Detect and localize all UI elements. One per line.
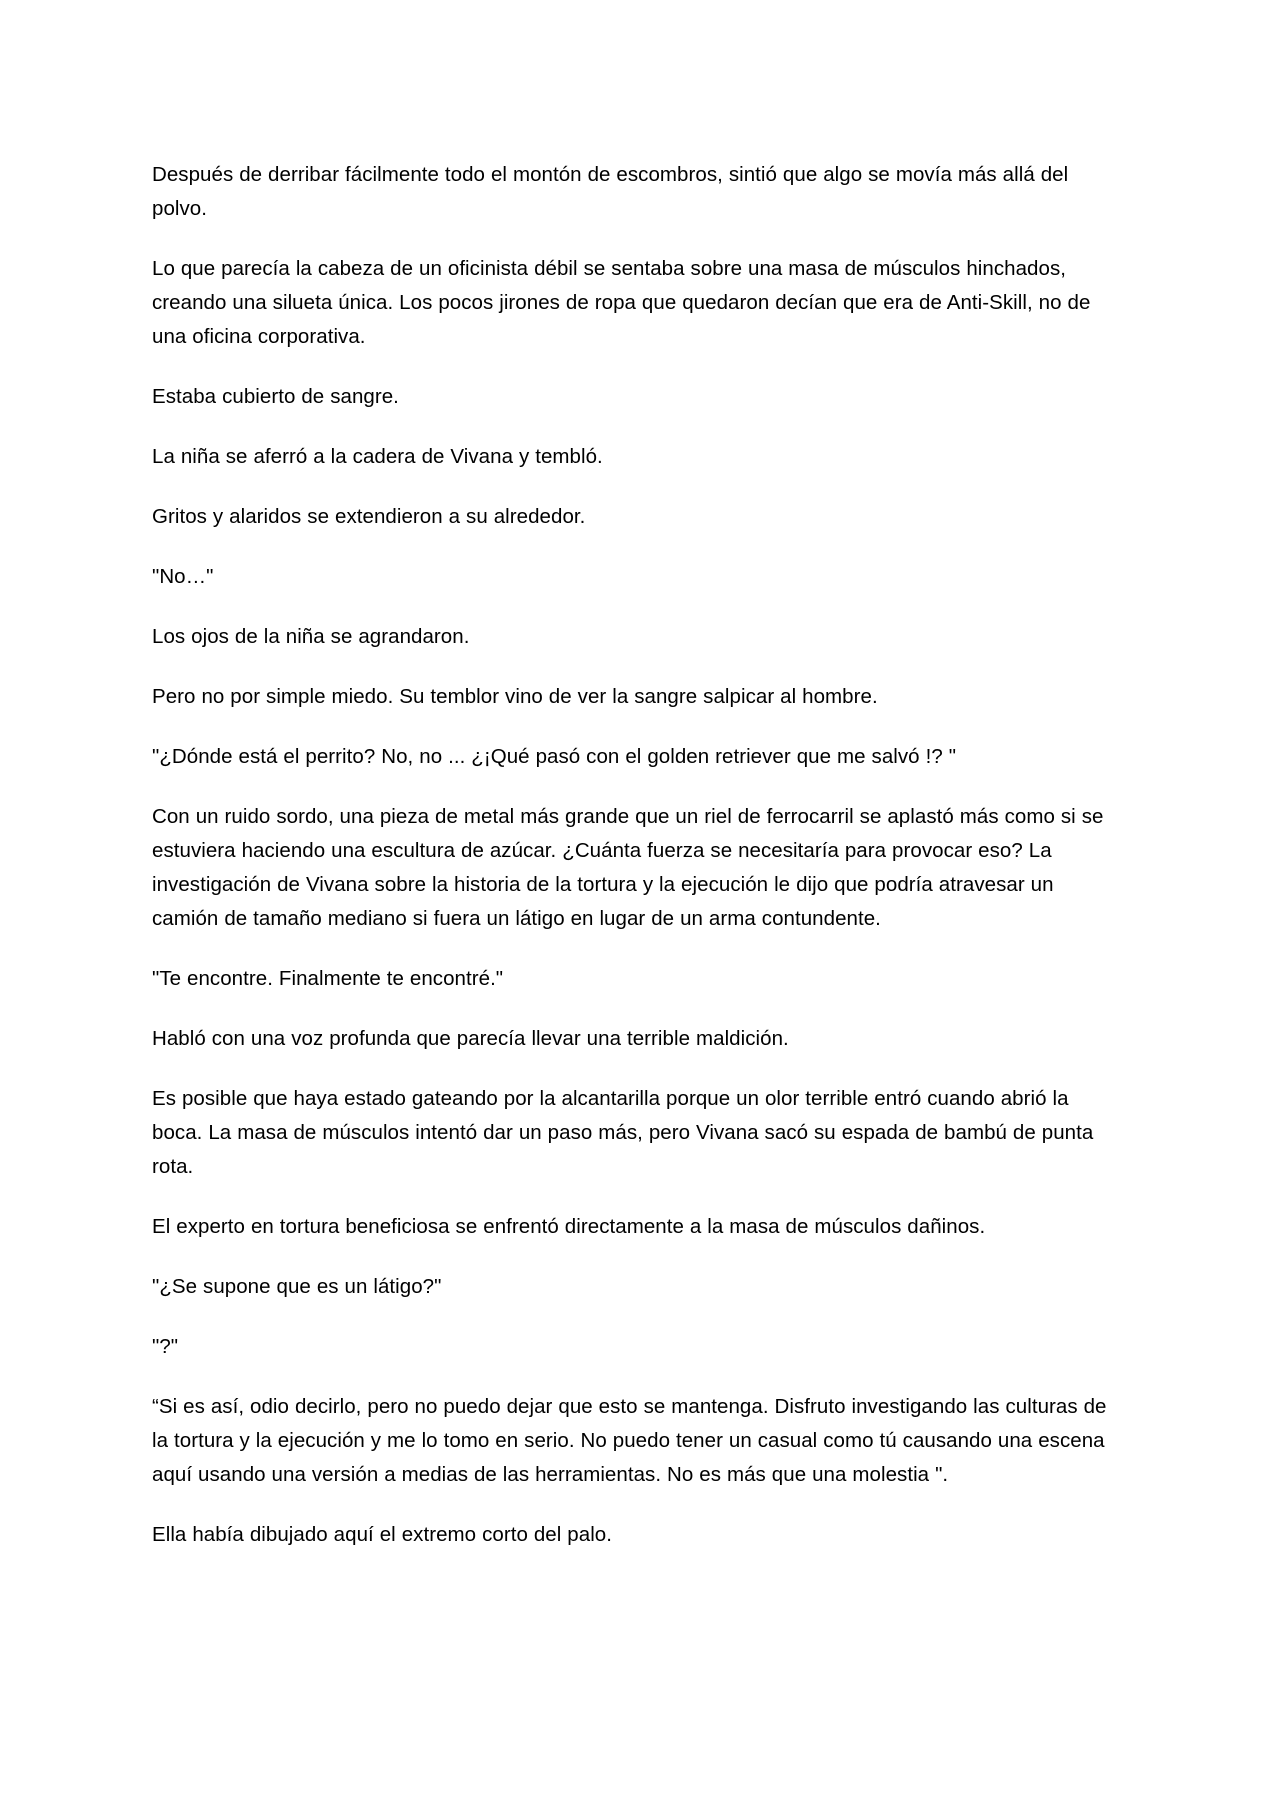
paragraph: “Si es así, odio decirlo, pero no puedo dejar que esto se mantenga. Disfruto investigando las culturas de la tortura y la ejecución y me lo tomo en serio. No puedo tener un casual como tú causando una escena aquí usando una versión a medias de las herramientas. No es más que una molestia ". [152,1395,1107,1486]
paragraph: "?" [152,1335,179,1358]
paragraph: El experto en tortura beneficiosa se enfrentó directamente a la masa de músculos dañinos. [152,1215,986,1238]
paragraph: "No…" [152,565,214,588]
paragraph: Gritos y alaridos se extendieron a su alrededor. [152,505,586,528]
paragraph: Pero no por simple miedo. Su temblor vino de ver la sangre salpicar al hombre. [152,685,878,708]
paragraph: "¿Se supone que es un látigo?" [152,1275,442,1298]
paragraph: Es posible que haya estado gateando por la alcantarilla porque un olor terrible entró cuando abrió la boca. La masa de músculos intentó dar un paso más, pero Vivana sacó su espada de bambú de punta rota. [152,1087,1094,1178]
paragraph: "Te encontre. Finalmente te encontré." [152,967,504,990]
paragraph: Los ojos de la niña se agrandaron. [152,625,470,648]
paragraph: "¿Dónde está el perrito? No, no ... ¿¡Qué pasó con el golden retriever que me salvó !? " [152,745,957,768]
paragraph: Con un ruido sordo, una pieza de metal más grande que un riel de ferrocarril se aplastó más como si se estuviera haciendo una escultura de azúcar. ¿Cuánta fuerza se necesitaría para provocar eso? La investigación de Vivana sobre la historia de la tortura y la ejecución le dijo que podría atravesar un camión de tamaño mediano si fuera un látigo en lugar de un arma contundente. [152,805,1104,930]
paragraph: Lo que parecía la cabeza de un oficinista débil se sentaba sobre una masa de músculos hinchados, creando una silueta única. Los pocos jirones de ropa que quedaron decían que era de Anti-Skill, no de una oficina corporativa. [152,257,1091,348]
paragraph: La niña se aferró a la cadera de Vivana y tembló. [152,445,603,468]
paragraph: Habló con una voz profunda que parecía llevar una terrible maldición. [152,1027,789,1050]
paragraph: Después de derribar fácilmente todo el montón de escombros, sintió que algo se movía más allá del polvo. [152,163,1069,220]
document-body [152,158,1117,1552]
paragraph: Estaba cubierto de sangre. [152,385,399,408]
paragraph: Ella había dibujado aquí el extremo corto del palo. [152,1523,613,1546]
